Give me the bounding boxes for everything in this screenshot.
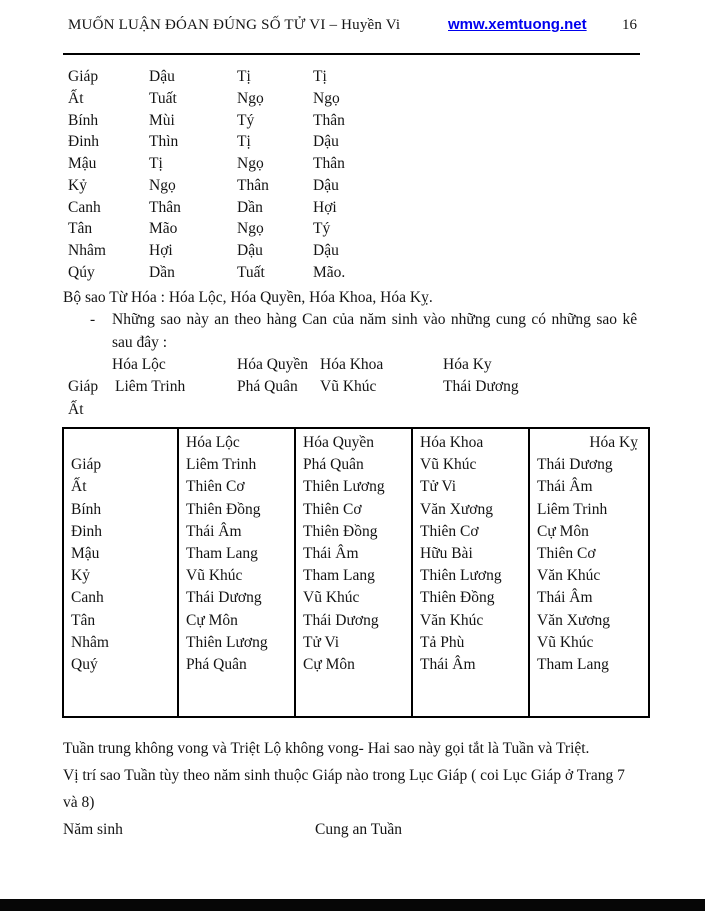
preview-header: Hóa Khoa: [320, 356, 384, 373]
can-chi-cell: Ngọ: [313, 89, 340, 107]
table-cell: Văn Xương: [420, 500, 493, 518]
tuan-triet-line2: Vị trí sao Tuần tùy theo năm sinh thuộc Giáp nào trong Lục Giáp ( coi Lục Giáp ở Trang 7: [63, 767, 625, 784]
can-chi-cell: Tị: [237, 68, 251, 85]
table-header-cell: Hóa Lộc: [186, 434, 240, 451]
can-chi-cell: Ất: [68, 89, 84, 107]
table-cell: Tử Vi: [420, 478, 457, 496]
preview-cell: Vũ Khúc: [320, 378, 377, 395]
can-chi-cell: Kỷ: [68, 176, 87, 194]
table-cell: Vũ Khúc: [420, 456, 477, 474]
bullet-text-line2: sau đây :: [112, 334, 168, 351]
can-chi-cell: Canh: [68, 198, 101, 216]
preview-header: Hóa Quyền: [237, 356, 309, 373]
can-chi-row: [68, 262, 345, 284]
table-cell: Cự Môn: [303, 655, 355, 673]
table-cell: Thiên Cơ: [537, 544, 596, 562]
website-link[interactable]: wmw.xemtuong.net: [448, 16, 587, 33]
table-cell: Tả Phù: [420, 633, 465, 651]
can-chi-cell: Tị: [237, 133, 251, 151]
can-chi-cell: Tị: [313, 68, 327, 85]
can-chi-row: [68, 218, 345, 240]
table-cell: Thiên Cơ: [420, 522, 479, 540]
header-divider: [63, 53, 640, 55]
table-cell: Phá Quân: [303, 456, 364, 474]
table-cell: Thái Âm: [420, 655, 476, 673]
can-chi-cell: Mão.: [313, 263, 346, 281]
can-chi-list: [68, 66, 345, 284]
table-cell: Thiên Lương: [420, 567, 502, 585]
can-chi-cell: Ngọ: [237, 155, 264, 172]
table-cell: Quý: [71, 655, 98, 673]
can-chi-cell: Bính: [68, 111, 99, 129]
bullet-dash: -: [90, 311, 96, 328]
can-chi-cell: Ngọ: [237, 220, 264, 238]
table-column-hoa-quyen: [296, 429, 413, 716]
table-cell: Kỷ: [71, 567, 90, 585]
page-number: 16: [622, 17, 637, 33]
can-chi-cell: Mậu: [68, 155, 97, 172]
table-cell: Thiên Cơ: [303, 500, 362, 518]
table-header-cell: Hóa Khoa: [420, 434, 484, 451]
can-chi-cell: Dậu: [237, 242, 263, 259]
can-chi-cell: Thân: [313, 111, 345, 129]
can-chi-cell: Mão: [149, 220, 178, 238]
table-cell: Tử Vi: [303, 633, 340, 651]
can-chi-row: [68, 66, 345, 88]
can-chi-cell: Thân: [313, 155, 345, 172]
can-chi-cell: Ngọ: [149, 176, 176, 194]
can-chi-cell: Dần: [237, 198, 263, 216]
preview-row-label: Giáp: [68, 378, 99, 395]
can-chi-cell: Tý: [237, 111, 255, 129]
table-cell: Thái Âm: [303, 544, 359, 562]
can-chi-cell: Thìn: [149, 133, 179, 151]
table-cell: Thiên Lương: [303, 478, 385, 496]
can-chi-cell: Dậu: [313, 242, 339, 259]
can-chi-cell: Giáp: [68, 68, 99, 85]
can-chi-row: [68, 110, 345, 132]
preview-header: Hóa Ky: [443, 356, 492, 373]
can-chi-row: [68, 88, 345, 110]
preview-header: Hóa Lộc: [112, 356, 166, 373]
table-cell: Thiên Lương: [186, 633, 268, 651]
table-cell: Văn Khúc: [420, 611, 484, 629]
bullet-text-line1: Những sao này an theo hàng Can của năm sinh vào những cung có những sao kê: [112, 311, 638, 328]
tuan-triet-line3: và 8): [63, 794, 95, 811]
table-cell: Thiên Đồng: [186, 500, 261, 518]
table-cell: Mậu: [71, 544, 100, 562]
preview-cell: Phá Quân: [237, 378, 298, 395]
table-cell: Tham Lang: [537, 655, 609, 673]
table-cell: Cự Môn: [537, 522, 589, 540]
can-chi-cell: Mùi: [149, 111, 175, 129]
can-chi-cell: Tị: [149, 155, 163, 172]
table-column-hoa-loc: [179, 429, 296, 716]
table-cell: Vũ Khúc: [186, 567, 243, 585]
table-cell: Ất: [71, 478, 87, 496]
can-chi-cell: Tuất: [149, 89, 177, 107]
table-cell: Liêm Trinh: [537, 500, 608, 518]
table-cell: Hữu Bài: [420, 544, 473, 562]
table-cell: Thái Âm: [186, 522, 242, 540]
tuan-triet-line1: Tuần trung không vong và Triệt Lộ không vong- Hai sao này gọi tắt là Tuần và Triệt.: [63, 740, 590, 757]
table-cell: Thái Âm: [537, 589, 593, 607]
nam-sinh-label: Năm sinh: [63, 821, 123, 838]
page-title: MUỐN LUẬN ĐÓAN ĐÚNG SỐ TỬ VI – Huyền Vi: [68, 17, 401, 33]
can-chi-cell: Dậu: [313, 133, 339, 151]
table-cell: Tân: [71, 611, 96, 629]
table-cell: Thiên Đồng: [420, 589, 495, 607]
table-cell: Canh: [71, 589, 104, 607]
table-cell: Thái Âm: [537, 478, 593, 496]
can-chi-cell: Hợi: [313, 198, 337, 216]
can-chi-cell: Thân: [149, 198, 181, 216]
table-cell: Tham Lang: [303, 567, 375, 585]
table-cell: Văn Khúc: [537, 567, 601, 585]
can-chi-cell: Đinh: [68, 133, 99, 151]
can-chi-row: [68, 197, 345, 219]
preview-cell: Liêm Trinh: [115, 378, 186, 395]
table-header-cell: Hóa Kỵ: [589, 434, 638, 451]
table-cell: Thiên Cơ: [186, 478, 245, 496]
can-chi-cell: Thân: [237, 176, 269, 194]
can-chi-cell: Dậu: [313, 176, 339, 194]
table-cell: Tham Lang: [186, 544, 258, 562]
table-cell: Thái Dương: [303, 611, 379, 629]
preview-row-label: Ất: [68, 401, 84, 418]
can-chi-cell: Hợi: [149, 242, 173, 259]
can-chi-cell: Qúy: [68, 263, 95, 281]
can-chi-row: [68, 153, 345, 175]
table-cell: Văn Xương: [537, 611, 610, 629]
can-chi-cell: Tân: [68, 220, 93, 238]
scan-artifact-bar: [0, 899, 705, 911]
cung-an-tuan-label: Cung an Tuần: [315, 821, 402, 838]
table-column-can: [64, 429, 179, 716]
tu-hoa-table: [62, 427, 650, 718]
preview-cell: Thái Dương: [443, 378, 519, 395]
can-chi-row: [68, 175, 345, 197]
can-chi-cell: Dậu: [149, 68, 175, 85]
can-chi-row: [68, 131, 345, 153]
table-cell: Thái Dương: [186, 589, 262, 607]
can-chi-cell: Nhâm: [68, 242, 106, 259]
tu-hoa-intro-line: Bộ sao Từ Hóa : Hóa Lộc, Hóa Quyền, Hóa Khoa, Hóa Kỵ.: [63, 289, 433, 306]
can-chi-cell: Tý: [313, 220, 331, 238]
table-cell: Nhâm: [71, 633, 109, 651]
table-header-cell: Hóa Quyền: [303, 434, 375, 451]
table-cell: Vũ Khúc: [303, 589, 360, 607]
table-cell: Cự Môn: [186, 611, 238, 629]
can-chi-cell: Ngọ: [237, 89, 264, 107]
table-header-cell: [71, 432, 177, 454]
table-cell: Thái Dương: [537, 456, 613, 474]
table-cell: Vũ Khúc: [537, 633, 594, 651]
table-cell: Đinh: [71, 522, 102, 540]
table-cell: Thiên Đồng: [303, 522, 378, 540]
table-column-hoa-khoa: [413, 429, 530, 716]
table-cell: Liêm Trinh: [186, 456, 257, 474]
table-column-hoa-ky: [530, 429, 648, 716]
can-chi-cell: Tuất: [237, 263, 265, 281]
table-cell: Phá Quân: [186, 655, 247, 673]
table-cell: Giáp: [71, 456, 102, 474]
can-chi-cell: Dần: [149, 263, 175, 281]
can-chi-row: [68, 240, 345, 262]
table-cell: Bính: [71, 500, 102, 518]
